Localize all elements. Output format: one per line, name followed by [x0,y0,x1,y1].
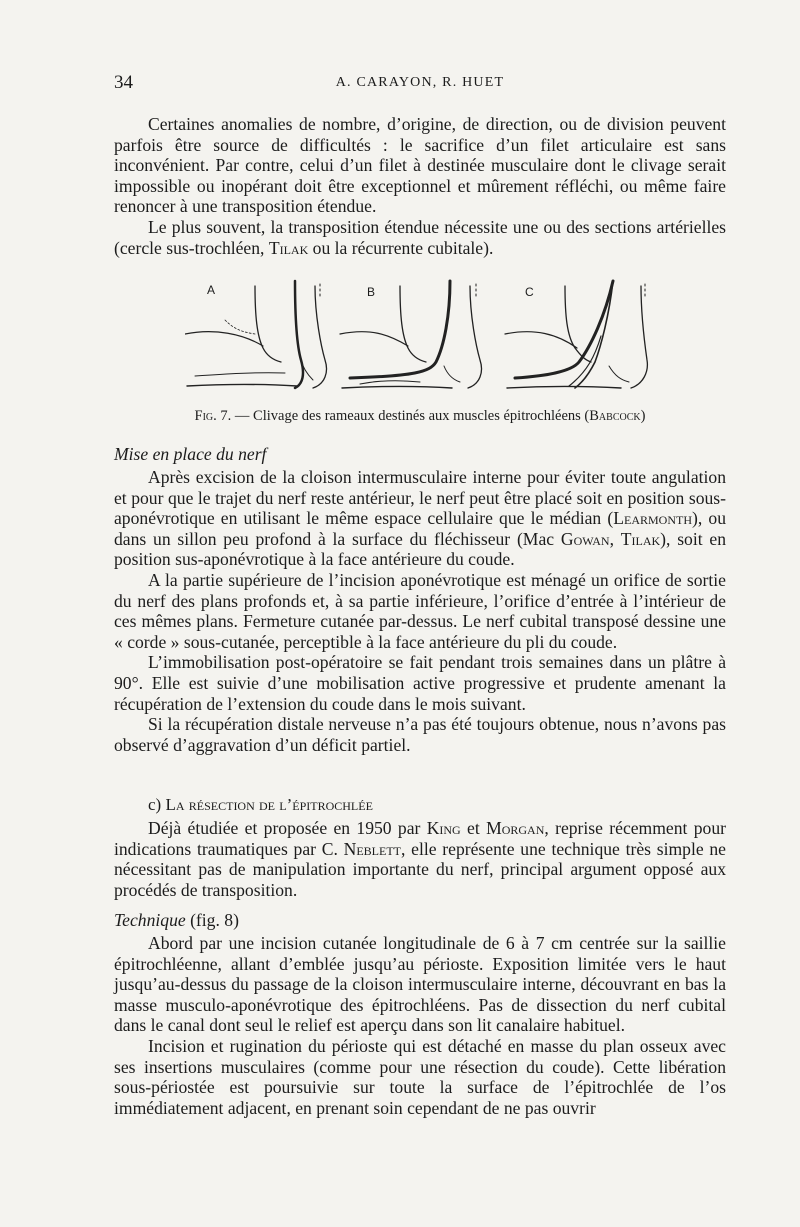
page-number: 34 [114,72,133,93]
technique-paragraph-1: Abord par une incision cutanée longitudinale de 6 à 7 cm centrée sur la saillie épitrochléenne, allant d’emblée jusqu’au périoste. Exposition limitée vers le haut jusqu’au-dessus du passage de la cloison intermusculaire interne, découvrant en bas la masse musculo-aponévrotique des épitrochléens. Pas de dissection du nerf cubital dans le canal dont seul le relief est aperçu dans son lit canalaire habituel. [114,933,726,1036]
heading-technique: Technique (fig. 8) [114,910,239,930]
heading-mise-en-place: Mise en place du nerf [114,444,267,464]
section-mise-text [114,467,726,755]
figure-7 [185,276,665,396]
technique-paragraph-2: Incision et rugination du périoste qui est détaché en masse du plan osseux avec ses insertions musculaires (comme pour une résection du coude). Cette libération sous-périostée est poursuivie sur toute la surface de l’épitrochlée de l’os immédiatement adjacent, en prenant soin cependant de ne pas ouvrir [114,1035,726,1118]
section-c-text [114,818,726,900]
author-babcock: Babcock [589,408,641,424]
running-title: A. CARAYON, R. HUET [335,75,505,90]
page-header [114,72,726,98]
intro-paragraph-2: Le plus souvent, la transposition étendue nécessite une ou des sections artérielles (cercle sus-trochléen, Tilak ou la récurrente cubitale). [114,216,726,258]
mise-paragraph-3: L’immobilisation post-opératoire se fait pendant trois semaines dans un plâtre à 90°. Elle est suivie d’une mobilisation active progressive et prudente amenant la récupération de l’extension du coude dans le mois suivant. [114,652,726,714]
panel-label-c: C [525,285,534,299]
figure-panel-a [185,281,327,388]
section-technique-text [114,933,726,1118]
intro-text [114,114,726,258]
section-c-heading: c) La résection de l’épitrochlée [148,795,373,814]
figure-caption: Fig. 7. — Clivage des rameaux destinés aux muscles épitrochléens (Babcock) [194,408,646,424]
intro-paragraph-1: Certaines anomalies de nombre, d’origine, de direction, ou de division peuvent parfois être source de difficultés : le sacrifice d’un filet articulaire est sans inconvénient. Par contre, celui d’un filet à destinée musculaire dont le clivage serait impossible ou inopérant doit être exceptionnel et mûrement réfléchi, ou même faire renoncer à une transposition étendue. [114,114,726,217]
panel-label-b: B [367,285,376,299]
figure-7-drawing [185,276,665,396]
section-c-paragraph-1: Déjà étudiée et proposée en 1950 par King et Morgan, reprise récemment pour indications traumatiques par C. Neblett, elle représente une technique très simple ne nécessitant pas de manipulation importante du nerf, principal argument opposé aux procédés de transposition. [114,818,726,900]
mise-paragraph-2: A la partie supérieure de l’incision aponévrotique est ménagé un orifice de sortie du nerf des plans profonds et, à sa partie inférieure, l’orifice d’entrée à l’intérieur de ces mêmes plans. Fermeture cutanée par-dessus. Le nerf cubital transposé dessine une « corde » sous-cutanée, perceptible à la face antérieure du pli du coude. [114,569,726,652]
author-tilak: Tilak [268,237,309,258]
panel-label-a: A [207,283,216,297]
mise-paragraph-1: Après excision de la cloison intermusculaire interne pour éviter toute angulation et pour que le trajet du nerf reste antérieur, le nerf peut être placé soit en position sous-aponévrotique en utilisant le même espace cellulaire que le médian (Learmonth), ou dans un sillon peu profond à la surface du fléchisseur (Mac Gowan, Tilak), soit en position sus-aponévrotique à la face antérieure du coude. [114,467,727,570]
figure-panel-b [340,281,482,388]
mise-paragraph-4: Si la récupération distale nerveuse n’a pas été toujours obtenue, nous n’avons pas observé d’aggravation d’un déficit partiel. [114,714,726,755]
